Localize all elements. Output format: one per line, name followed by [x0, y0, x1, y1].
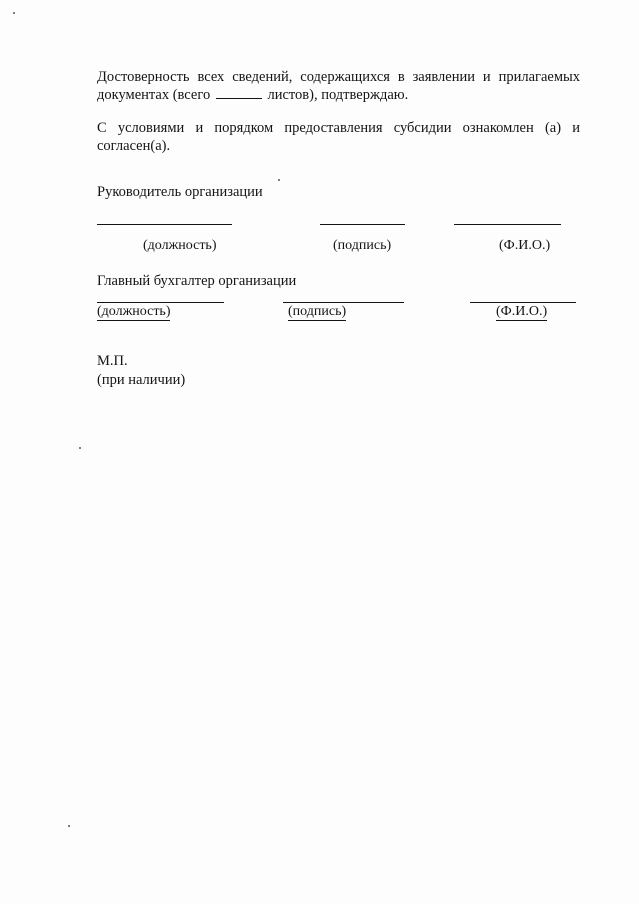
scan-speck [278, 179, 280, 181]
accountant-position-line[interactable] [97, 302, 224, 303]
director-heading: Руководитель организации [97, 184, 263, 200]
accountant-signature-caption: (подпись) [288, 304, 347, 319]
accountant-name-caption: (Ф.И.О.) [496, 304, 548, 319]
director-name-caption: (Ф.И.О.) [499, 238, 551, 253]
certification-paragraph [97, 68, 580, 104]
accountant-name-line[interactable] [470, 302, 576, 303]
director-name-line[interactable] [454, 224, 561, 225]
certification-text: Достоверность всех сведений, содержащихся в заявлении и прилагаемых документах (всего [97, 69, 580, 103]
accountant-signature-line[interactable] [283, 302, 404, 303]
accountant-heading: Главный бухгалтер организации [97, 273, 297, 289]
sheet-count-blank[interactable] [216, 86, 262, 99]
scan-speck [79, 447, 81, 449]
scan-speck [68, 825, 70, 827]
stamp-label: М.П. [97, 353, 128, 369]
stamp-note: (при наличии) [97, 372, 186, 388]
director-position-caption: (должность) [143, 238, 217, 253]
director-signature-caption: (подпись) [333, 238, 392, 253]
certification-text-end: листов), подтверждаю. [267, 87, 409, 103]
agreement-paragraph: С условиями и порядком предоставления субсидии ознакомлен (а) и согласен(а). [97, 120, 580, 154]
scan-speck [13, 12, 15, 14]
director-signature-line[interactable] [320, 224, 405, 225]
director-position-line[interactable] [97, 224, 232, 225]
accountant-position-caption: (должность) [97, 304, 171, 319]
